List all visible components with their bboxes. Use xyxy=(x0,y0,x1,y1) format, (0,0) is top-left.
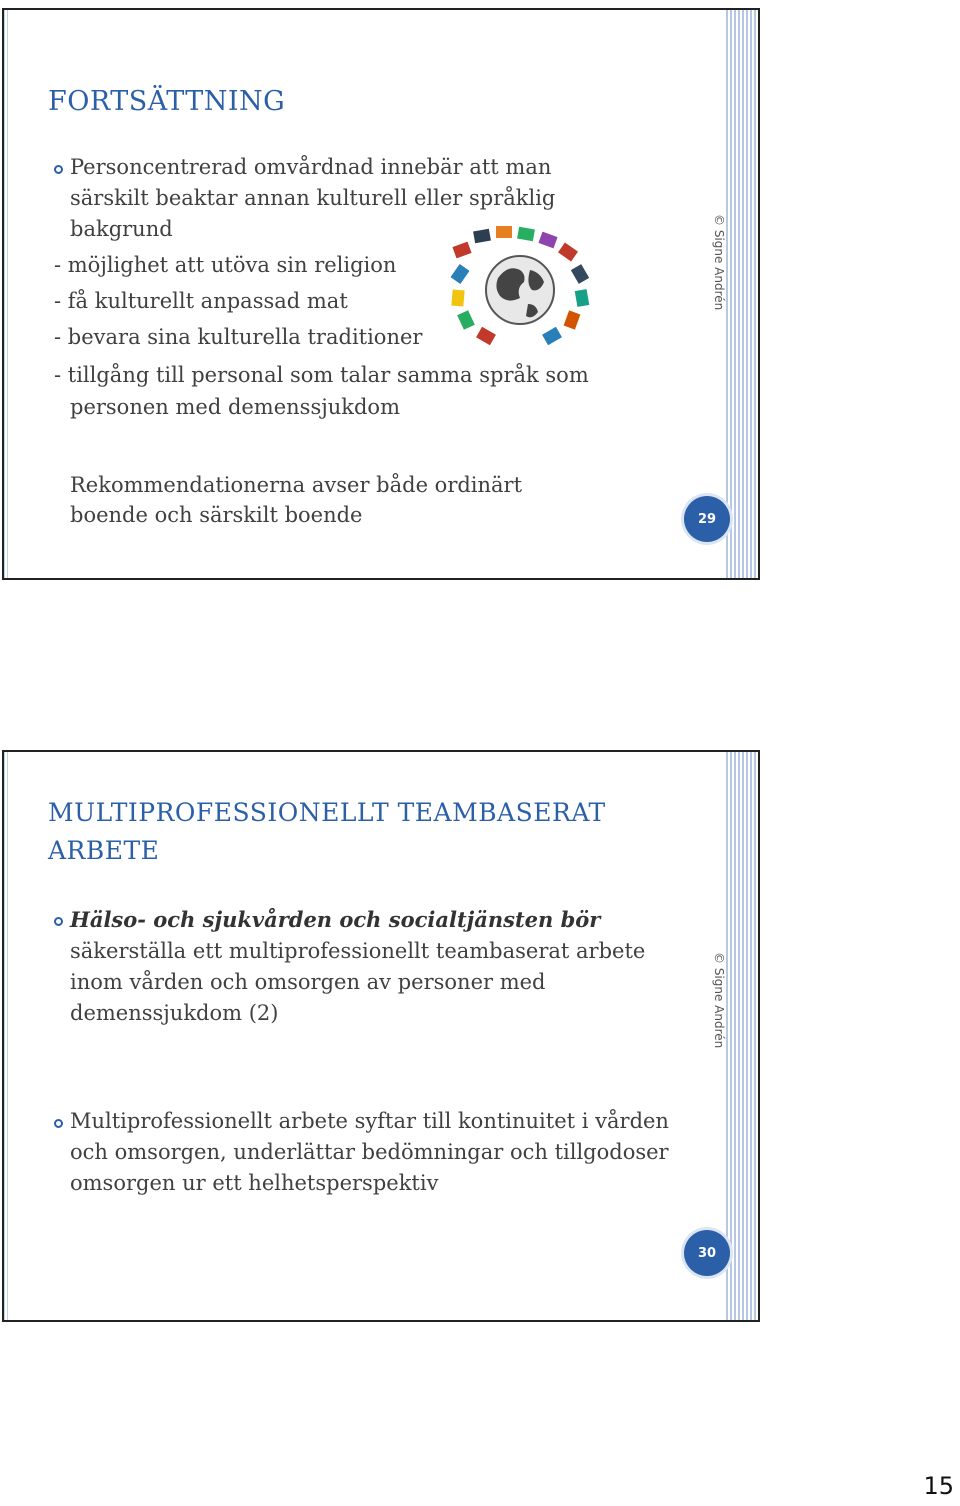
slide-title-line: MULTIPROFESSIONELLT TEAMBASERAT xyxy=(48,798,606,827)
bullet-text xyxy=(70,904,670,1029)
document-page-number: 15 xyxy=(923,1472,954,1500)
note-line: boende och särskilt boende xyxy=(70,503,363,527)
left-stripe-decoration xyxy=(4,10,10,578)
note-line: Rekommendationerna avser både ordinärt xyxy=(70,473,523,497)
page-number-badge: 30 xyxy=(684,1230,730,1276)
list-item: - tillgång till personal som talar samma språk som xyxy=(54,363,589,387)
slide-title: FORTSÄTTNING xyxy=(48,86,286,117)
slide-title-line: ARBETE xyxy=(48,836,160,865)
slide-29 xyxy=(2,8,760,580)
list-item: - få kulturellt anpassad mat xyxy=(54,289,348,313)
copyright-label: © Signe Andrén xyxy=(712,952,726,1049)
list-item: - möjlighet att utöva sin religion xyxy=(54,253,397,277)
bullet-circle-icon xyxy=(54,1119,63,1128)
bullet-circle-icon xyxy=(54,165,63,174)
right-stripe-decoration xyxy=(726,10,758,578)
right-stripe-decoration xyxy=(726,752,758,1320)
bullet-text: Personcentrerad omvårdnad innebär att man särskilt beaktar annan kulturell eller språklig bakgrund xyxy=(70,155,556,241)
slide-title xyxy=(48,794,606,870)
bullet-rest: säkerställa ett multiprofessionellt teambaserat arbete inom vården och omsorgen av personer med demenssjukdom (2) xyxy=(70,939,646,1025)
page-number-badge: 29 xyxy=(684,496,730,542)
globe-flags-image xyxy=(448,226,598,350)
list-item: - bevara sina kulturella traditioner xyxy=(54,325,423,349)
slide-30 xyxy=(2,750,760,1322)
copyright-label: © Signe Andrén xyxy=(712,214,726,311)
bullet-text: Multiprofessionellt arbete syftar till kontinuitet i vården och omsorgen, underlättar bedömningar och tillgodoser omsorgen ur ett helhetsperspektiv xyxy=(70,1109,669,1195)
bullet-circle-icon xyxy=(54,917,63,926)
left-stripe-decoration xyxy=(4,752,10,1320)
list-item: personen med demenssjukdom xyxy=(70,395,400,419)
bullet-emphasis: Hälso- och sjukvården och socialtjänsten bör xyxy=(70,907,601,932)
